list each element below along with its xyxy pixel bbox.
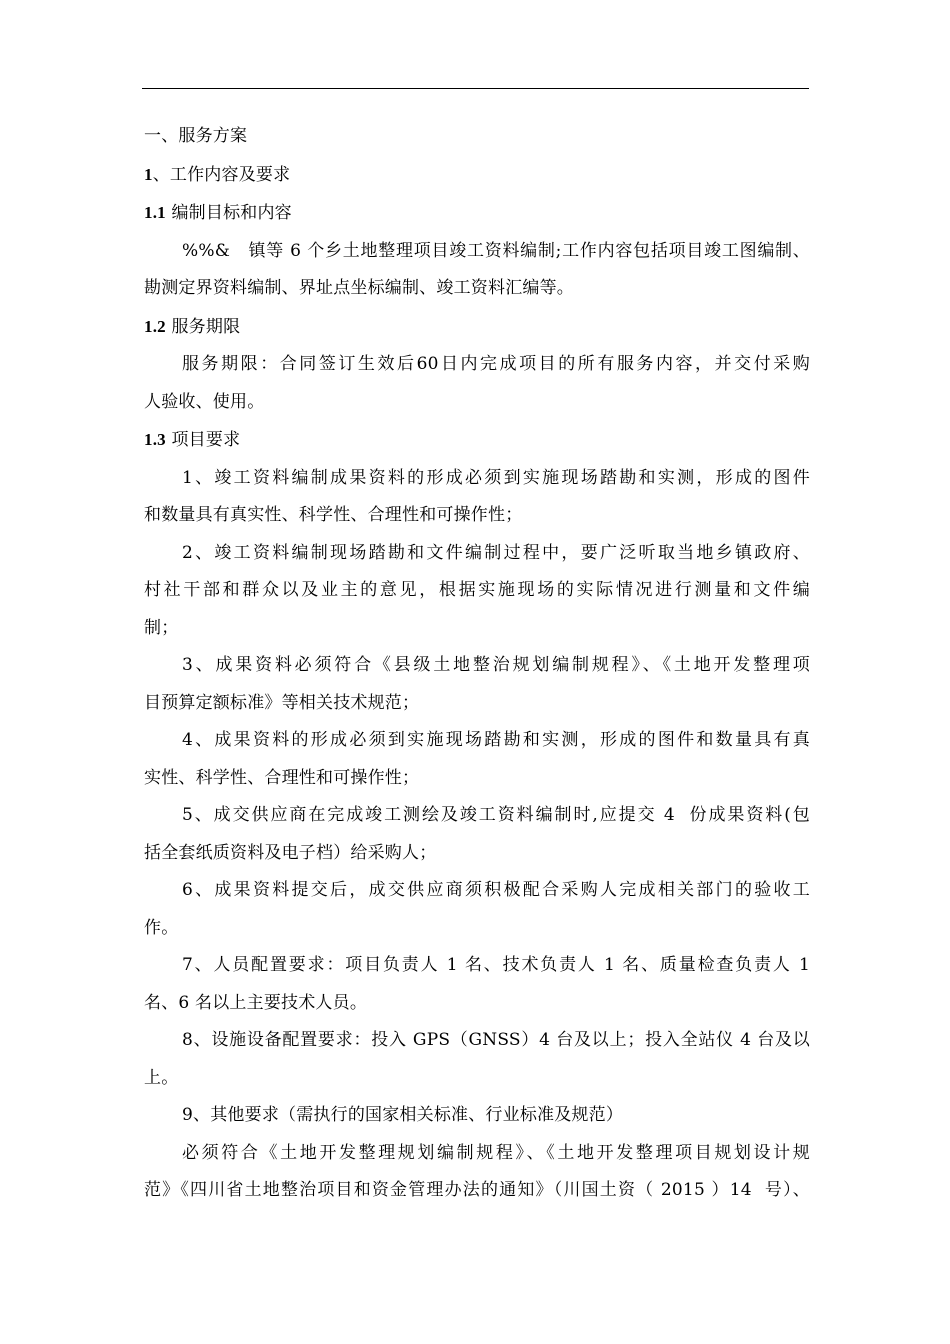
section-title: 一、服务方案 <box>144 126 248 146</box>
item-4-line-2: 实性、科学性、合理性和可操作性； <box>144 767 420 788</box>
heading-1-3-text: 项目要求 <box>165 430 241 450</box>
heading-1-2-text: 服务期限 <box>165 316 241 337</box>
item-3-line-2: 目预算定额标准》等相关技术规范； <box>144 692 420 713</box>
paragraph-1-1-line-2: 勘测定界资料编制、界址点坐标编制、竣工资料汇编等。 <box>144 278 574 298</box>
heading-1-3 <box>144 421 810 460</box>
heading-1-text: 、工作内容及要求 <box>152 164 291 185</box>
heading-1 <box>144 156 810 195</box>
paragraph-1-2-line-2: 人验收、使用。 <box>144 391 265 412</box>
item-5-line-2: 括全套纸质资料及电子档）给采购人； <box>144 842 437 863</box>
item-6-line-1: 6、成果资料提交后，成交供应商须积极配合采购人完成相关部门的验收工 <box>182 880 810 900</box>
item-7-line-1: 7、人员配置要求：项目负责人 1 名、技术负责人 1 名、质量检查负责人 1 <box>182 955 810 975</box>
item-4-line-1: 4、成果资料的形成必须到实施现场踏勘和实测，形成的图件和数量具有真 <box>182 730 810 750</box>
item-8-line-2: 上。 <box>144 1067 179 1088</box>
item-6-line-2: 作。 <box>144 917 179 938</box>
item-2-line-2: 村社干部和群众以及业主的意见，根据实施现场的实际情况进行测量和文件编 <box>144 580 810 600</box>
paragraph-1-1-line-1: %%& 镇等 6 个乡土地整理项目竣工资料编制;工作内容包括项目竣工图编制、 <box>182 240 810 261</box>
paragraph-1-2-line-1: 服务期限：合同签订生效后60日内完成项目的所有服务内容，并交付采购 <box>182 354 810 374</box>
heading-1-2-number: 1.2 <box>144 316 166 336</box>
item-7-line-2: 名、6 名以上主要技术人员。 <box>144 992 368 1013</box>
document-body <box>144 118 810 1210</box>
item-1-line-2: 和数量具有真实性、科学性、合理性和可操作性； <box>144 505 523 525</box>
item-10-line-2: 范》《四川省土地整治项目和资金管理办法的通知》（川国土资（ 2015 ）14 号）、 <box>144 1180 810 1200</box>
header-rule <box>142 88 809 89</box>
item-1-line-1: 1、竣工资料编制成果资料的形成必须到实施现场踏勘和实测，形成的图件 <box>182 467 810 488</box>
heading-1-3-number: 1.3 <box>144 430 166 449</box>
item-10-line-1: 必须符合《土地开发整理规划编制规程》、《土地开发整理项目规划设计规 <box>182 1142 810 1163</box>
item-3-line-1: 3、成果资料必须符合《县级土地整治规划编制规程》、《土地开发整理项 <box>182 655 810 675</box>
heading-1-2 <box>144 308 810 347</box>
heading-1-1-text: 编制目标和内容 <box>165 203 292 223</box>
heading-1-1 <box>144 194 810 233</box>
item-8-line-1: 8、设施设备配置要求：投入 GPS（GNSS）4 台及以上；投入全站仪 4 台及以 <box>182 1030 810 1050</box>
item-9-line-1: 9、其他要求（需执行的国家相关标准、行业标准及规范） <box>182 1105 624 1125</box>
heading-1-number: 1 <box>144 164 153 184</box>
item-2-line-1: 2、竣工资料编制现场踏勘和文件编制过程中，要广泛听取当地乡镇政府、 <box>182 542 810 563</box>
item-2-line-3: 制； <box>144 617 179 638</box>
item-5-line-1: 5、成交供应商在完成竣工测绘及竣工资料编制时,应提交 4 份成果资料(包 <box>182 805 810 825</box>
heading-1-1-number: 1.1 <box>144 203 166 222</box>
